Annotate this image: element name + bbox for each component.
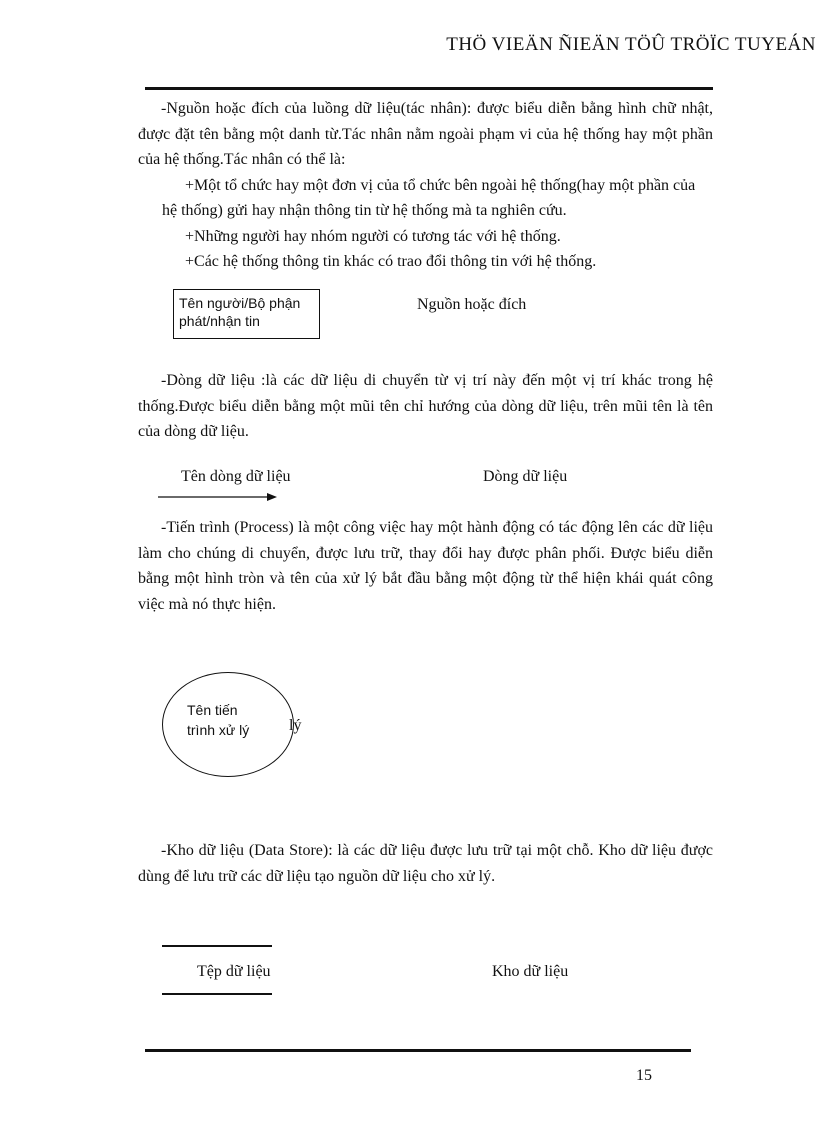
store-label: Tệp dữ liệu <box>197 963 271 980</box>
section-process <box>138 515 713 617</box>
store-caption: Kho dữ liệu <box>492 963 569 980</box>
process-label-line2: trình xử lý <box>187 722 250 738</box>
paragraph-process: -Tiến trình (Process) là một công việc hay một hành động có tác động lên các dữ liệu làm cho chúng di chuyển, được lưu trữ, thay đổi hay được phân phối. Được biểu diễn bằng một hình tròn và tên của xử lý bắt đầu bằng một động từ thể hiện khái quát công việc mà nó thực hiện. <box>138 519 713 613</box>
entity-box-line2: phát/nhận tin <box>179 313 260 329</box>
list-item: +Một tổ chức hay một đơn vị của tổ chức bên ngoài hệ thống(hay một phần của hệ thống) gửi hay nhận thông tin từ hệ thống mà ta nghiên cứu. <box>162 176 696 219</box>
list-item: +Những người hay nhóm người có tương tác với hệ thống. <box>185 227 561 245</box>
section-data-flow <box>138 368 713 445</box>
paragraph-data-flow: -Dòng dữ liệu :là các dữ liệu di chuyển từ vị trí này đến một vị trí khác trong hệ thống.Được biểu diễn bằng một mũi tên chỉ hướng của dòng dữ liệu, trên mũi tên là tên của dòng dữ liệu. <box>138 372 713 440</box>
list-item: +Các hệ thống thông tin khác có trao đổi thông tin với hệ thống. <box>185 253 597 270</box>
flow-arrow-label: Tên dòng dữ liệu <box>181 468 291 485</box>
running-header-title: THÖ VIEÄN ÑIEÄN TÖÛ TRÖÏC TUYEÁN <box>446 34 816 55</box>
process-circle-label <box>187 700 249 740</box>
flow-caption: Dòng dữ liệu <box>483 468 568 485</box>
entity-rectangle <box>173 289 320 339</box>
footer-divider <box>145 1049 691 1052</box>
section-data-store <box>138 838 713 889</box>
section-source-sink <box>138 96 713 275</box>
entity-caption: Nguồn hoặc đích <box>417 296 527 313</box>
flow-arrow-icon <box>157 490 279 504</box>
store-top-line <box>162 945 272 947</box>
paragraph-data-store: -Kho dữ liệu (Data Store): là các dữ liệu được lưu trữ tại một chỗ. Kho dữ liệu được dùng để lưu trữ các dữ liệu tạo nguồn dữ liệu cho xử lý. <box>138 842 713 885</box>
store-bottom-line <box>162 993 272 995</box>
entity-types-list <box>138 173 713 275</box>
entity-box-line1: Tên người/Bộ phận <box>179 295 301 311</box>
header-divider <box>145 87 713 90</box>
process-label-line1: Tên tiến <box>187 702 238 718</box>
process-overflow-text: lý <box>289 717 302 734</box>
page-number: 15 <box>636 1067 652 1084</box>
paragraph-source-sink: -Nguồn hoặc đích của luồng dữ liệu(tác nhân): được biểu diễn bằng hình chữ nhật, được đặt tên bằng một danh từ.Tác nhân nằm ngoài phạm vi của hệ thống hay một phần của hệ thống.Tác nhân có thể là: <box>138 100 713 168</box>
